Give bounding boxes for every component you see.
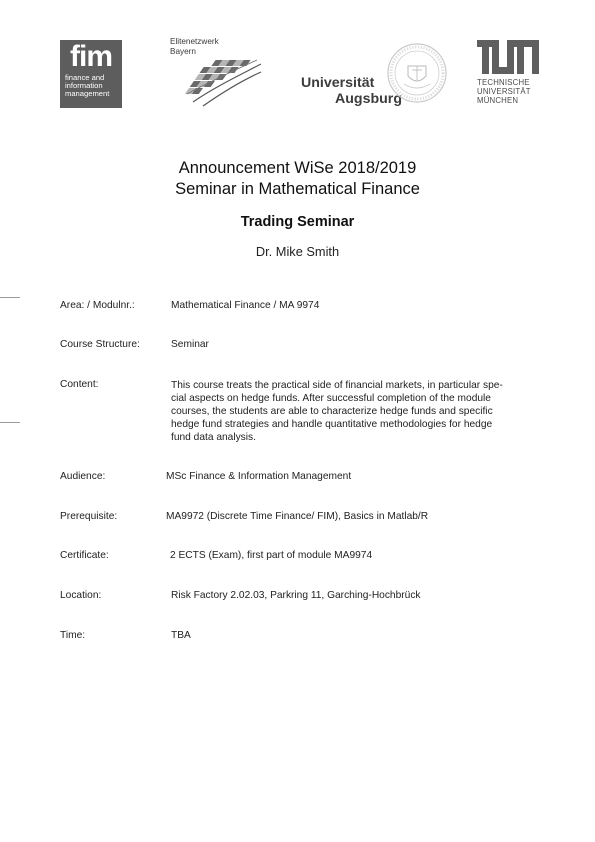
augsburg-line: Augsburg xyxy=(335,91,402,107)
margin-mark xyxy=(0,422,20,423)
content-line: cial aspects on hedge funds. After successful completion of the module xyxy=(171,393,491,405)
fim-logo-line: information xyxy=(65,81,103,91)
certificate-label: Certificate: xyxy=(60,550,109,561)
author-name: Dr. Mike Smith xyxy=(255,244,340,259)
prerequisite-value: MA9972 (Discrete Time Finance/ FIM), Basics in Matlab/R xyxy=(166,511,429,522)
time-value: TBA xyxy=(171,630,191,641)
fim-logo xyxy=(60,40,122,108)
title-line-1: Announcement WiSe 2018/2019 xyxy=(178,159,417,177)
content-line: hedge fund strategies and handle quantitative methodologies for hedge xyxy=(171,419,493,431)
tum-line: UNIVERSITÄT xyxy=(477,87,531,97)
seminar-subtitle: Trading Seminar xyxy=(240,214,355,230)
title-line-2: Seminar in Mathematical Finance xyxy=(175,180,420,198)
content-line: courses, the students are able to characterize hedge funds and specific xyxy=(171,406,493,418)
tum-logo-icon xyxy=(477,40,539,74)
structure-label: Course Structure: xyxy=(60,339,140,350)
announcement-title xyxy=(0,158,595,200)
tum-line: TECHNISCHE xyxy=(477,78,530,87)
content-text xyxy=(171,379,536,444)
margin-mark xyxy=(0,297,20,298)
structure-value: Seminar xyxy=(171,339,209,350)
augsburg-seal-icon xyxy=(386,42,448,104)
elitenetzwerk-line: Elitenetzwerk xyxy=(170,37,219,46)
fim-logo-line: finance and xyxy=(65,73,105,82)
elitenetzwerk-logo-text xyxy=(170,37,250,56)
area-label: Area: / Modulnr.: xyxy=(60,300,135,311)
tum-logo-text xyxy=(477,78,543,106)
location-value: Risk Factory 2.02.03, Parkring 11, Garching-Hochbrück xyxy=(171,590,421,601)
content-line: This course treats the practical side of financial markets, in particular spe- xyxy=(171,380,503,391)
content-label: Content: xyxy=(60,379,99,390)
area-value: Mathematical Finance / MA 9974 xyxy=(171,300,320,311)
time-label: Time: xyxy=(60,630,86,641)
fim-logo-text xyxy=(65,74,121,99)
audience-label: Audience: xyxy=(60,471,106,482)
prerequisite-label: Prerequisite: xyxy=(60,511,118,522)
certificate-value: 2 ECTS (Exam), first part of module MA9974 xyxy=(170,550,373,561)
content-line: fund data analysis. xyxy=(171,432,256,444)
location-label: Location: xyxy=(60,590,102,601)
audience-value: MSc Finance & Information Management xyxy=(166,471,352,482)
augsburg-line: Universität xyxy=(301,75,375,91)
fim-logo-mark: fim xyxy=(70,40,112,73)
elitenetzwerk-logo-graphic xyxy=(183,58,263,108)
tum-line: MÜNCHEN xyxy=(477,96,519,106)
elitenetzwerk-line: Bayern xyxy=(170,46,196,56)
fim-logo-line: management xyxy=(65,89,110,99)
